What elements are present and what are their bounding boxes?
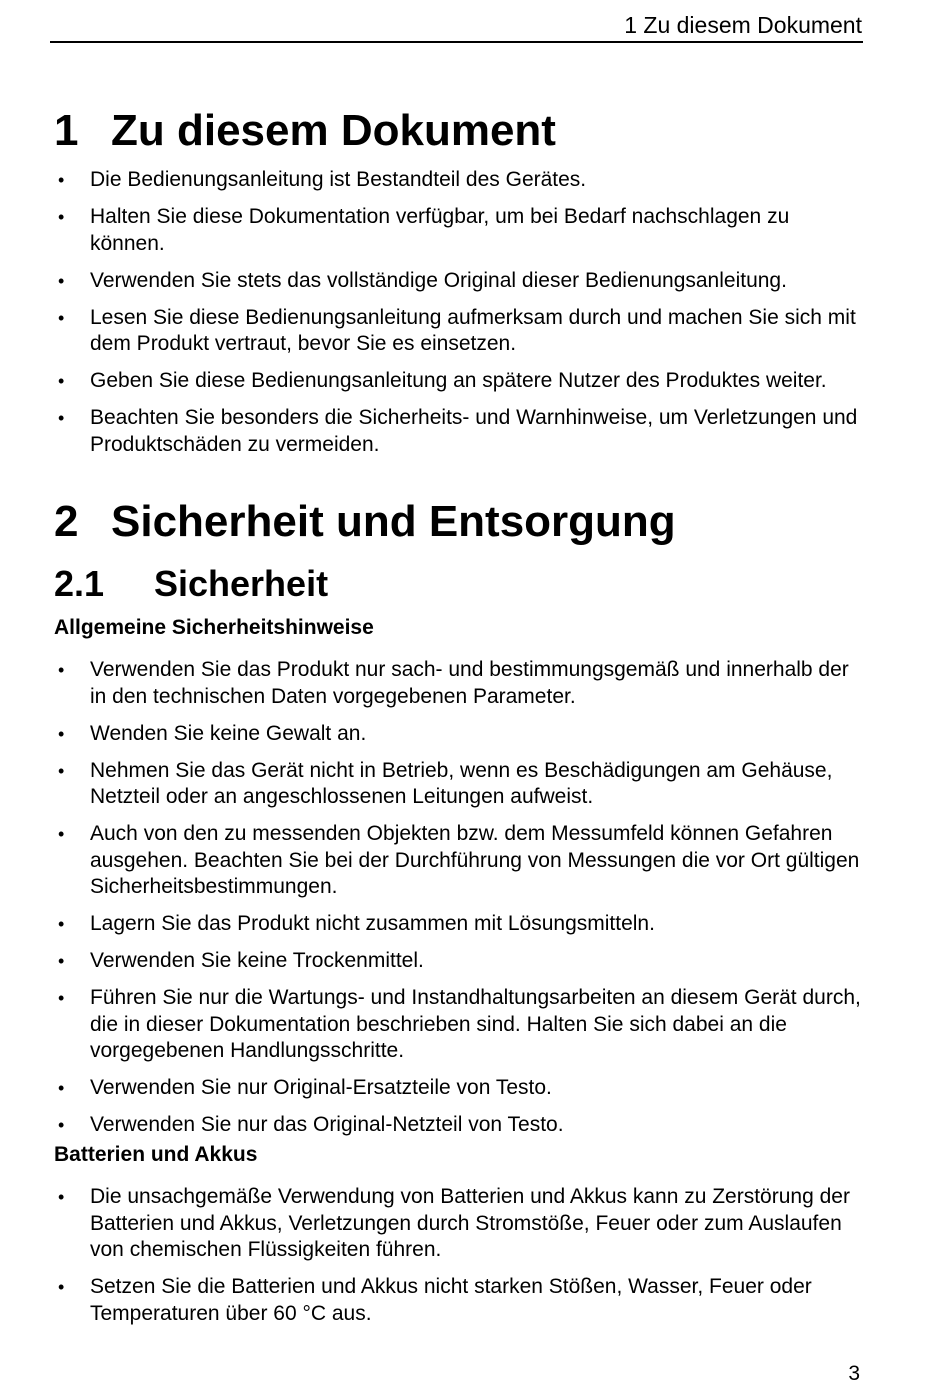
list-item: • Verwenden Sie nur das Original-Netzteil von Testo. [54, 1112, 864, 1139]
batteries-heading: Batterien und Akkus [54, 1143, 258, 1166]
bullet-icon: • [58, 660, 65, 680]
list-item: • Verwenden Sie stets das vollständige Original dieser Bedienungsanleitung. [54, 268, 864, 295]
bullet-icon: • [58, 307, 65, 328]
list-item: • Lagern Sie das Produkt nicht zusammen mit Lösungsmitteln. [54, 911, 864, 938]
bullet-icon: • [58, 270, 65, 291]
bullet-icon: • [58, 723, 65, 744]
section-2-number: 2 [54, 497, 79, 546]
list-item: • Verwenden Sie nur Original-Ersatzteile von Testo. [54, 1075, 864, 1102]
general-safety-heading: Allgemeine Sicherheitshinweise [54, 616, 374, 639]
section-2-title: Sicherheit und Entsorgung [111, 497, 676, 546]
list-item: • Verwenden Sie keine Trockenmittel. [54, 948, 864, 975]
list-item: • Geben Sie diese Bedienungsanleitung an spätere Nutzer des Produktes weiter. [54, 368, 864, 395]
list-item: • Verwenden Sie das Produkt nur sach- und bestimmungsgemäß und innerhalb der in den technischen Daten vorgegebenen Parameter. [58, 658, 849, 708]
section-2-1-number: 2.1 [54, 563, 105, 604]
list-item: • Beachten Sie besonders die Sicherheits- und Warnhinweise, um Verletzungen und Produktschäden zu vermeiden. [58, 406, 858, 456]
general-safety-bullet-list [54, 657, 864, 1149]
batteries-bullet-list [54, 1184, 864, 1338]
list-item: • Nehmen Sie das Gerät nicht in Betrieb, wenn es Beschädigungen am Gehäuse, Netzteil oder an angeschlossenen Leitungen aufweist. [58, 758, 833, 808]
bullet-icon: • [58, 951, 65, 971]
bullet-icon: • [58, 1078, 65, 1098]
bullet-icon: • [58, 988, 65, 1008]
bullet-icon: • [58, 1115, 65, 1135]
bullet-icon: • [58, 824, 65, 844]
bullet-icon: • [58, 371, 65, 391]
section-1-bullet-list [54, 167, 864, 469]
bullet-icon: • [58, 207, 65, 227]
section-2-1-title: Sicherheit [154, 563, 329, 604]
bullet-icon: • [58, 1277, 65, 1297]
bullet-icon: • [58, 408, 65, 428]
page-number: 3 [848, 1362, 860, 1385]
section-1-heading [54, 106, 556, 156]
header-rule [50, 41, 863, 43]
section-1-number: 1 [54, 106, 79, 155]
list-item: • Auch von den zu messenden Objekten bzw. dem Messumfeld können Gefahren ausgehen. Beachten Sie bei der Durchführung von Messungen die vor Ort gültigen Sicherheitsbestimmungen. [58, 822, 860, 898]
list-item: • Die unsachgemäße Verwendung von Batterien und Akkus kann zu Zerstörung der Batterien und Akkus, Verletzungen durch Stromstöße, Feuer oder zum Auslaufen von chemischen Flüssigkeiten führen. [58, 1185, 850, 1261]
bullet-icon: • [58, 170, 65, 190]
bullet-icon: • [58, 760, 65, 781]
list-item: • Lesen Sie diese Bedienungsanleitung aufmerksam durch und machen Sie sich mit dem Produkt vertraut, bevor Sie es einsetzen. [58, 305, 856, 355]
list-item: • Setzen Sie die Batterien und Akkus nicht starken Stößen, Wasser, Feuer oder Temperaturen über 60 °C aus. [58, 1275, 812, 1325]
list-item: • Wenden Sie keine Gewalt an. [54, 721, 864, 748]
list-item: • Die Bedienungsanleitung ist Bestandteil des Gerätes. [54, 167, 864, 194]
running-header: 1 Zu diesem Dokument [624, 12, 862, 38]
section-2-heading [54, 497, 676, 547]
bullet-icon: • [58, 914, 65, 934]
list-item: • Führen Sie nur die Wartungs- und Instandhaltungsarbeiten an diesem Gerät durch, die in dieser Dokumentation beschrieben sind. Halten Sie sich dabei an die vorgegebenen Handlungsschritte. [58, 986, 861, 1062]
list-item: • Halten Sie diese Dokumentation verfügbar, um bei Bedarf nachschlagen zu können. [58, 205, 790, 255]
bullet-icon: • [58, 1187, 65, 1207]
section-1-title: Zu diesem Dokument [111, 106, 556, 155]
section-2-1-heading [54, 563, 328, 605]
